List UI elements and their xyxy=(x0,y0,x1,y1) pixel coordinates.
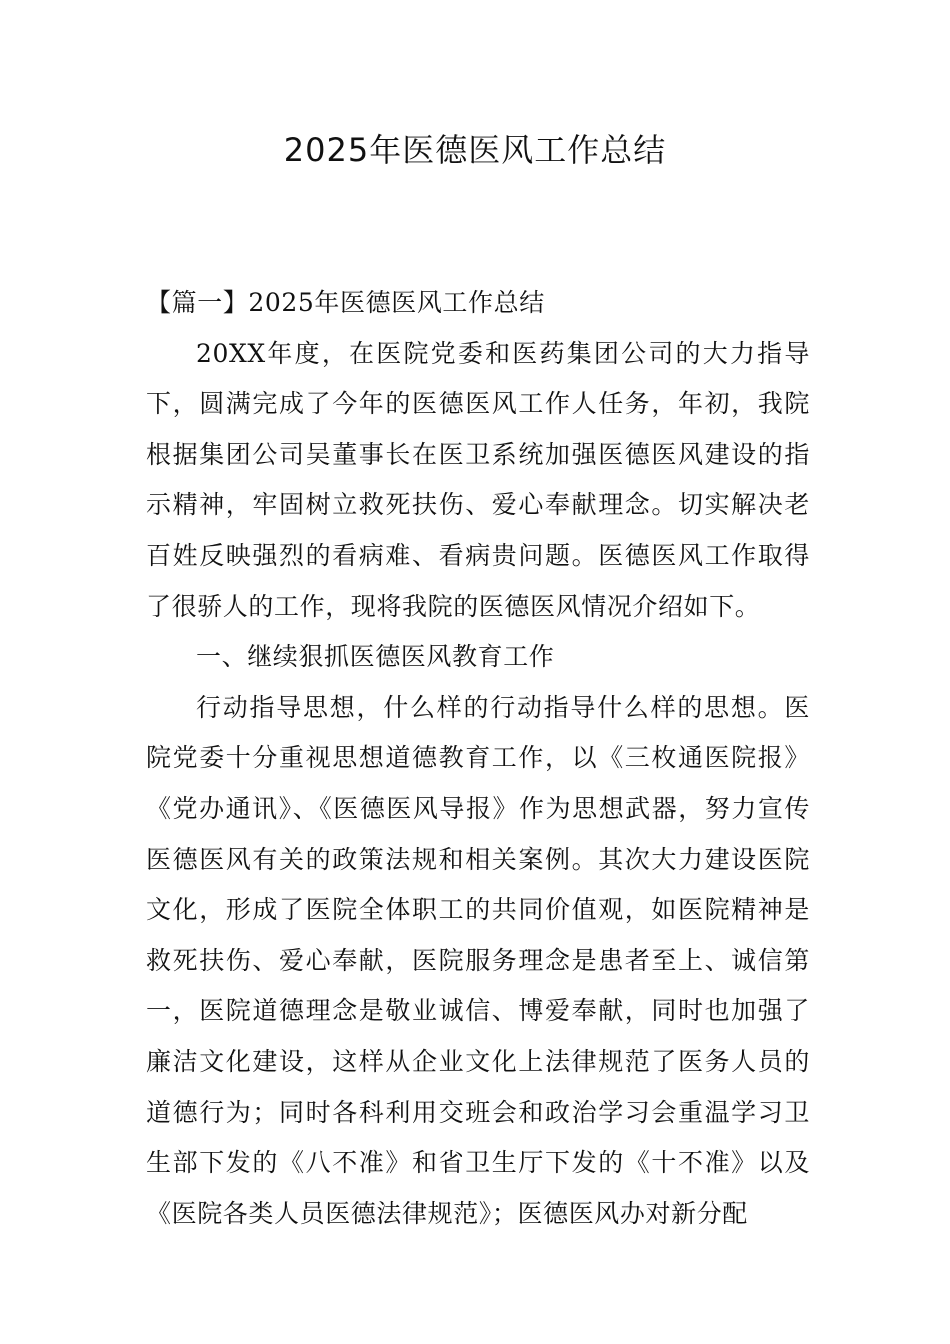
subheading-education: 一、继续狠抓医德医风教育工作 xyxy=(196,642,555,672)
paragraph-intro: 20XX年度，在医院党委和医药集团公司的大力指导下，圆满完成了今年的医德医风工作人任务，年初，我院根据集团公司吴董事长在医卫系统加强医德医风建设的指示精神，牢固树立救死扶伤、爱心奉献理念。切实解决老百姓反映强烈的看病难、看病贵问题。医德医风工作取得了很骄人的工作，现将我院的医德医风情况介绍如下。 xyxy=(146,338,810,621)
document-title: 2025年医德医风工作总结 xyxy=(283,131,667,169)
section-heading: 【篇一】2025年医德医风工作总结 xyxy=(146,288,545,317)
document-body xyxy=(146,278,810,1239)
paragraph-education: 行动指导思想，什么样的行动指导什么样的思想。医院党委十分重视思想道德教育工作，以《三枚通医院报》《党办通讯》、《医德医风导报》作为思想武器，努力宣传医德医风有关的政策法规和相关案例。其次大力建设医院文化，形成了医院全体职工的共同价值观，如医院精神是救死扶伤、爱心奉献，医院服务理念是患者至上、诚信第一，医院道德理念是敬业诚信、博爱奉献，同时也加强了廉洁文化建设，这样从企业文化上法律规范了医务人员的道德行为；同时各科利用交班会和政治学习会重温学习卫生部下发的《八不准》和省卫生厅下发的《十不准》以及《医院各类人员医德法律规范》；医德医风办对新分配 xyxy=(146,692,810,1228)
